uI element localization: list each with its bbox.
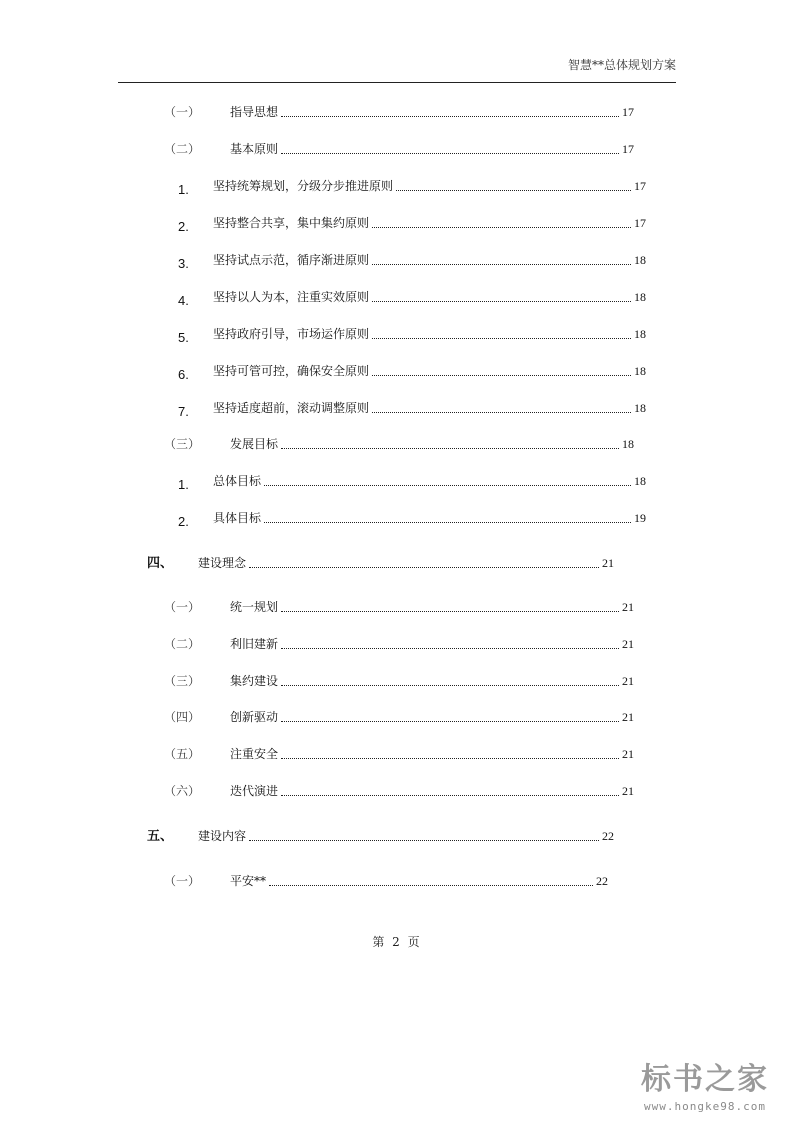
- toc-dot-leader: [269, 885, 593, 886]
- toc-entry-page: 21: [622, 784, 634, 798]
- toc-dot-leader: [281, 116, 619, 117]
- page-number: 第 2 页: [372, 935, 422, 949]
- toc-entry-page: 18: [622, 437, 634, 451]
- toc-entry-title: 发展目标: [230, 437, 279, 451]
- toc-dot-leader: [281, 648, 619, 649]
- toc-entry-number: （三）: [164, 437, 201, 451]
- toc-entry-number: 3.: [178, 256, 189, 271]
- toc-entry-page: 21: [622, 637, 634, 651]
- toc-entry[interactable]: [178, 326, 646, 345]
- toc-entry[interactable]: [178, 400, 646, 419]
- toc-entry-title: 迭代演进: [230, 784, 279, 798]
- toc-dot-leader: [281, 448, 619, 449]
- toc-entry-page: 21: [622, 747, 634, 761]
- toc-dot-leader: [281, 153, 619, 154]
- toc-entry-number: 五、: [147, 829, 174, 844]
- toc-entry-number: （五）: [164, 747, 201, 761]
- toc-entry-title: 平安**: [230, 874, 267, 888]
- header-divider: [118, 82, 676, 83]
- toc-entry-title: 坚持统筹规划，分级分步推进原则: [213, 179, 394, 193]
- toc-entry-number: （六）: [164, 784, 201, 798]
- toc-entry-page: 18: [634, 327, 646, 341]
- toc-entry-title: 统一规划: [230, 600, 279, 614]
- toc-entry-page: 18: [634, 401, 646, 415]
- toc-entry-title: 建设内容: [198, 829, 247, 843]
- toc-entry[interactable]: [164, 104, 634, 120]
- toc-entry[interactable]: [178, 473, 646, 492]
- toc-entry-page: 17: [634, 216, 646, 230]
- toc-entry-number: 5.: [178, 330, 189, 345]
- toc-entry-page: 18: [634, 290, 646, 304]
- toc-dot-leader: [264, 485, 631, 486]
- watermark-title: 标书之家: [641, 1062, 769, 1097]
- toc-entry[interactable]: [164, 783, 634, 799]
- toc-entry-page: 17: [622, 105, 634, 119]
- toc-entry[interactable]: [164, 141, 634, 157]
- toc-entry-page: 22: [602, 829, 614, 843]
- toc-entry[interactable]: [178, 252, 646, 271]
- toc-entry-page: 21: [622, 600, 634, 614]
- toc-entry-number: （四）: [164, 710, 201, 724]
- toc-entry-title: 坚持政府引导，市场运作原则: [213, 327, 370, 341]
- toc-entry-page: 22: [596, 874, 608, 888]
- toc-entry-title: 具体目标: [213, 511, 262, 525]
- toc-entry-number: 6.: [178, 367, 189, 382]
- toc-entry-page: 17: [634, 179, 646, 193]
- toc-dot-leader: [372, 301, 631, 302]
- toc-entry[interactable]: [147, 828, 614, 844]
- toc-entry[interactable]: [164, 436, 634, 452]
- toc-dot-leader: [281, 795, 619, 796]
- toc-entry[interactable]: [178, 289, 646, 308]
- toc-dot-leader: [372, 412, 631, 413]
- toc-entry[interactable]: [147, 555, 614, 571]
- toc-entry[interactable]: [178, 363, 646, 382]
- toc-dot-leader: [249, 840, 599, 841]
- toc-entry-page: 18: [634, 474, 646, 488]
- toc-entry-page: 19: [634, 511, 646, 525]
- toc-entry-number: （二）: [164, 142, 201, 156]
- toc-dot-leader: [281, 758, 619, 759]
- toc-entry-title: 利旧建新: [230, 637, 279, 651]
- toc-entry-title: 坚持以人为本，注重实效原则: [213, 290, 370, 304]
- toc-entry-number: 1.: [178, 182, 189, 197]
- toc-entry[interactable]: [164, 873, 608, 889]
- toc-entry-number: （一）: [164, 600, 201, 614]
- toc-entry-title: 基本原则: [230, 142, 279, 156]
- toc-dot-leader: [281, 685, 619, 686]
- toc-dot-leader: [372, 375, 631, 376]
- toc-entry-page: 21: [622, 710, 634, 724]
- toc-entry[interactable]: [164, 599, 634, 615]
- toc-entry[interactable]: [164, 636, 634, 652]
- toc-entry-number: （三）: [164, 674, 201, 688]
- watermark-logo: [630, 1062, 780, 1113]
- toc-entry-number: 1.: [178, 477, 189, 492]
- toc-entry[interactable]: [178, 510, 646, 529]
- toc-dot-leader: [372, 338, 631, 339]
- toc-entry-title: 指导思想: [230, 105, 279, 119]
- toc-dot-leader: [281, 721, 619, 722]
- toc-entry-title: 创新驱动: [230, 710, 279, 724]
- toc-entry[interactable]: [178, 215, 646, 234]
- toc-entry-number: （二）: [164, 637, 201, 651]
- toc-entry-number: （一）: [164, 874, 201, 888]
- toc-entry-title: 坚持试点示范，循序渐进原则: [213, 253, 370, 267]
- toc-entry-page: 17: [622, 142, 634, 156]
- toc-entry-page: 21: [622, 674, 634, 688]
- toc-entry-title: 坚持整合共享，集中集约原则: [213, 216, 370, 230]
- toc-entry-title: 总体目标: [213, 474, 262, 488]
- toc-entry-title: 坚持可管可控，确保安全原则: [213, 364, 370, 378]
- toc-entry-page: 18: [634, 364, 646, 378]
- toc-entry-number: 4.: [178, 293, 189, 308]
- toc-dot-leader: [249, 567, 599, 568]
- toc-entry-number: 7.: [178, 404, 189, 419]
- toc-entry-number: （一）: [164, 105, 201, 119]
- toc-entry[interactable]: [178, 178, 646, 197]
- document-title: 智慧**总体规划方案: [567, 58, 676, 72]
- toc-dot-leader: [264, 522, 631, 523]
- toc-entry-number: 2.: [178, 219, 189, 234]
- toc-dot-leader: [281, 611, 619, 612]
- toc-entry-title: 注重安全: [230, 747, 279, 761]
- toc-entry-title: 建设理念: [198, 556, 247, 570]
- toc-entry-title: 坚持适度超前，滚动调整原则: [213, 401, 370, 415]
- toc-dot-leader: [372, 227, 631, 228]
- toc-dot-leader: [396, 190, 631, 191]
- toc-entry-number: 四、: [147, 556, 174, 571]
- toc-entry-page: 18: [634, 253, 646, 267]
- toc-dot-leader: [372, 264, 631, 265]
- toc-entry[interactable]: [164, 746, 634, 762]
- toc-entry[interactable]: [164, 709, 634, 725]
- toc-entry-title: 集约建设: [230, 674, 279, 688]
- toc-entry-number: 2.: [178, 514, 189, 529]
- toc-entry[interactable]: [164, 673, 634, 689]
- watermark-url: www.hongke98.com: [644, 1100, 766, 1113]
- toc-entry-page: 21: [602, 556, 614, 570]
